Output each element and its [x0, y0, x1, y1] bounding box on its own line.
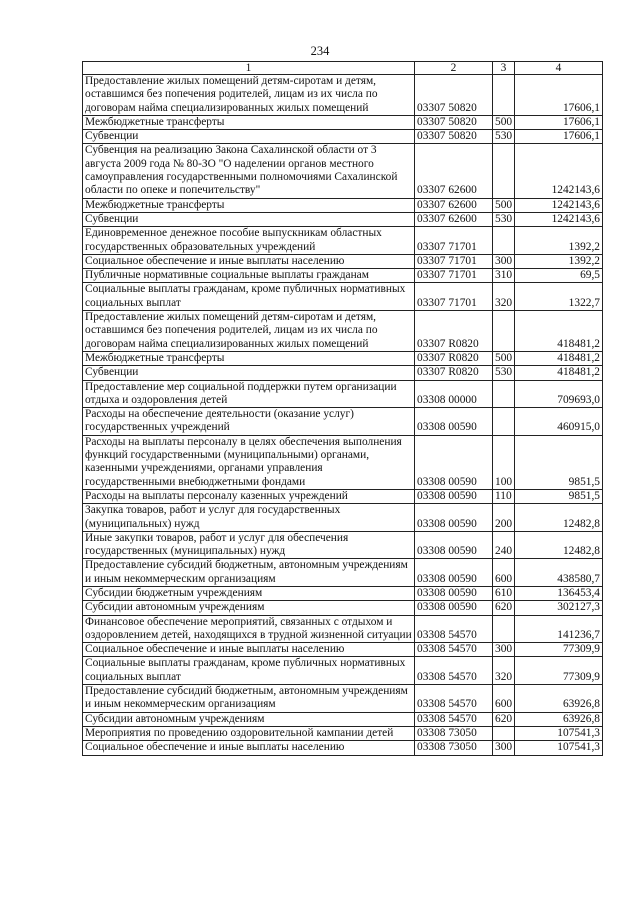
row-vr-cell: 500: [493, 115, 515, 129]
table-row: [83, 657, 603, 685]
row-code-cell: 03308 00590: [415, 504, 493, 532]
row-code-cell: 03308 54570: [415, 685, 493, 713]
row-name-cell: Финансовое обеспечение мероприятий, связанных с отдыхом и оздоровлением детей, находящихся в трудной жизненной ситуации: [83, 615, 415, 643]
row-code-cell: 03307 71701: [415, 269, 493, 283]
row-name-cell: Предоставление жилых помещений детям-сиротам и детям, оставшимся без попечения родителей, лицам из их числа по договорам найма специализированных жилых помещений: [83, 311, 415, 352]
table-row: [83, 366, 603, 380]
row-sum-cell: 9851,5: [515, 435, 603, 489]
row-sum-cell: 1242143,6: [515, 198, 603, 212]
row-code-cell: 03308 00590: [415, 586, 493, 600]
row-vr-cell: 500: [493, 198, 515, 212]
row-vr-cell: [493, 380, 515, 408]
table-row: [83, 380, 603, 408]
row-code-cell: 03308 54570: [415, 643, 493, 657]
table-row: [83, 435, 603, 489]
row-sum-cell: 69,5: [515, 269, 603, 283]
table-row: [83, 726, 603, 740]
row-vr-cell: 530: [493, 130, 515, 144]
row-name-cell: Предоставление субсидий бюджетным, автономным учреждениям и иным некоммерческим организациям: [83, 685, 415, 713]
row-name-cell: Расходы на обеспечение деятельности (оказание услуг) государственных учреждений: [83, 408, 415, 436]
row-vr-cell: [493, 726, 515, 740]
column-header-code: 2: [415, 62, 493, 75]
row-vr-cell: 100: [493, 435, 515, 489]
row-sum-cell: 438580,7: [515, 559, 603, 587]
row-name-cell: Расходы на выплаты персоналу в целях обеспечения выполнения функций государственными (муниципальными) органами, казенными учреждениями, органами управления государственными внебюджетными фондами: [83, 435, 415, 489]
row-code-cell: 03308 73050: [415, 726, 493, 740]
row-name-cell: Социальное обеспечение и иные выплаты населению: [83, 741, 415, 755]
row-sum-cell: 460915,0: [515, 408, 603, 436]
row-code-cell: 03308 00590: [415, 408, 493, 436]
row-name-cell: Социальное обеспечение и иные выплаты населению: [83, 254, 415, 268]
row-code-cell: 03308 54570: [415, 657, 493, 685]
table-row: [83, 559, 603, 587]
row-vr-cell: [493, 311, 515, 352]
row-name-cell: Межбюджетные трансферты: [83, 198, 415, 212]
row-name-cell: Межбюджетные трансферты: [83, 115, 415, 129]
table-row: [83, 198, 603, 212]
row-vr-cell: 320: [493, 283, 515, 311]
row-vr-cell: 300: [493, 741, 515, 755]
row-sum-cell: 107541,3: [515, 726, 603, 740]
row-sum-cell: 77309,9: [515, 643, 603, 657]
row-code-cell: 03307 62600: [415, 198, 493, 212]
row-sum-cell: 63926,8: [515, 712, 603, 726]
table-row: [83, 601, 603, 615]
row-vr-cell: 600: [493, 685, 515, 713]
table-row: [83, 685, 603, 713]
row-sum-cell: 1242143,6: [515, 212, 603, 226]
row-vr-cell: 620: [493, 712, 515, 726]
row-sum-cell: 418481,2: [515, 366, 603, 380]
row-code-cell: 03308 54570: [415, 712, 493, 726]
table-row: [83, 269, 603, 283]
row-name-cell: Субвенции: [83, 366, 415, 380]
table-row: [83, 283, 603, 311]
column-header-name: 1: [83, 62, 415, 75]
row-sum-cell: 107541,3: [515, 741, 603, 755]
table-row: [83, 643, 603, 657]
table-row: [83, 712, 603, 726]
row-name-cell: Единовременное денежное пособие выпускникам областных государственных образовательных учреждений: [83, 227, 415, 255]
row-sum-cell: 63926,8: [515, 685, 603, 713]
table-row: [83, 504, 603, 532]
row-sum-cell: 77309,9: [515, 657, 603, 685]
row-name-cell: Субвенция на реализацию Закона Сахалинской области от 3 августа 2009 года № 80-ЗО "О наделении органов местного самоуправления государственными полномочиями Сахалинской области по опеке и попечительству": [83, 144, 415, 198]
budget-table: [82, 61, 603, 756]
row-vr-cell: 240: [493, 531, 515, 559]
row-sum-cell: 418481,2: [515, 311, 603, 352]
row-name-cell: Предоставление субсидий бюджетным, автономным учреждениям и иным некоммерческим организациям: [83, 559, 415, 587]
row-name-cell: Субвенции: [83, 212, 415, 226]
row-code-cell: 03307 62600: [415, 144, 493, 198]
column-header-sum: 4: [515, 62, 603, 75]
row-sum-cell: 1392,2: [515, 254, 603, 268]
row-code-cell: 03308 00590: [415, 531, 493, 559]
row-name-cell: Предоставление жилых помещений детям-сиротам и детям, оставшимся без попечения родителей, лицам из их числа по договорам найма специализированных жилых помещений: [83, 75, 415, 116]
row-sum-cell: 1242143,6: [515, 144, 603, 198]
row-vr-cell: 500: [493, 351, 515, 365]
row-name-cell: Расходы на выплаты персоналу казенных учреждений: [83, 489, 415, 503]
table-row: [83, 489, 603, 503]
table-row: [83, 144, 603, 198]
row-name-cell: Социальные выплаты гражданам, кроме публичных нормативных социальных выплат: [83, 657, 415, 685]
row-name-cell: Публичные нормативные социальные выплаты гражданам: [83, 269, 415, 283]
row-code-cell: 03307 50820: [415, 130, 493, 144]
row-sum-cell: 1322,7: [515, 283, 603, 311]
row-code-cell: 03307 71701: [415, 227, 493, 255]
row-code-cell: 03308 00590: [415, 601, 493, 615]
table-row: [83, 351, 603, 365]
row-code-cell: 03308 00590: [415, 435, 493, 489]
table-row: [83, 115, 603, 129]
row-name-cell: Закупка товаров, работ и услуг для государственных (муниципальных) нужд: [83, 504, 415, 532]
row-vr-cell: 530: [493, 366, 515, 380]
row-vr-cell: 110: [493, 489, 515, 503]
row-name-cell: Иные закупки товаров, работ и услуг для обеспечения государственных (муниципальных) нужд: [83, 531, 415, 559]
row-vr-cell: 530: [493, 212, 515, 226]
row-vr-cell: [493, 408, 515, 436]
row-sum-cell: 709693,0: [515, 380, 603, 408]
row-name-cell: Предоставление мер социальной поддержки путем организации отдыха и оздоровления детей: [83, 380, 415, 408]
row-vr-cell: 610: [493, 586, 515, 600]
row-code-cell: 03308 00590: [415, 489, 493, 503]
table-row: [83, 254, 603, 268]
row-sum-cell: 1392,2: [515, 227, 603, 255]
row-code-cell: 03307 71701: [415, 254, 493, 268]
row-name-cell: Социальное обеспечение и иные выплаты населению: [83, 643, 415, 657]
row-code-cell: 03307 50820: [415, 115, 493, 129]
table-row: [83, 741, 603, 755]
row-name-cell: Межбюджетные трансферты: [83, 351, 415, 365]
row-sum-cell: 17606,1: [515, 75, 603, 116]
column-header-vr: 3: [493, 62, 515, 75]
row-vr-cell: 310: [493, 269, 515, 283]
table-row: [83, 212, 603, 226]
row-sum-cell: 141236,7: [515, 615, 603, 643]
row-code-cell: 03308 00000: [415, 380, 493, 408]
row-vr-cell: [493, 227, 515, 255]
table-row: [83, 531, 603, 559]
row-vr-cell: 620: [493, 601, 515, 615]
table-row: [83, 75, 603, 116]
row-sum-cell: 17606,1: [515, 130, 603, 144]
row-name-cell: Субвенции: [83, 130, 415, 144]
table-row: [83, 615, 603, 643]
table-row: [83, 311, 603, 352]
row-name-cell: Социальные выплаты гражданам, кроме публичных нормативных социальных выплат: [83, 283, 415, 311]
row-code-cell: 03307 R0820: [415, 311, 493, 352]
row-name-cell: Мероприятия по проведению оздоровительной кампании детей: [83, 726, 415, 740]
row-name-cell: Субсидии бюджетным учреждениям: [83, 586, 415, 600]
row-sum-cell: 9851,5: [515, 489, 603, 503]
row-code-cell: 03308 73050: [415, 741, 493, 755]
row-code-cell: 03307 R0820: [415, 351, 493, 365]
row-code-cell: 03307 R0820: [415, 366, 493, 380]
row-vr-cell: [493, 75, 515, 116]
row-vr-cell: 200: [493, 504, 515, 532]
row-vr-cell: 300: [493, 643, 515, 657]
row-code-cell: 03308 54570: [415, 615, 493, 643]
row-sum-cell: 17606,1: [515, 115, 603, 129]
row-sum-cell: 418481,2: [515, 351, 603, 365]
row-vr-cell: 300: [493, 254, 515, 268]
page-number: 234: [310, 44, 330, 58]
row-sum-cell: 12482,8: [515, 531, 603, 559]
table-row: [83, 586, 603, 600]
table-row: [83, 130, 603, 144]
table-row: [83, 227, 603, 255]
row-name-cell: Субсидии автономным учреждениям: [83, 712, 415, 726]
row-sum-cell: 302127,3: [515, 601, 603, 615]
row-vr-cell: [493, 615, 515, 643]
row-code-cell: 03308 00590: [415, 559, 493, 587]
row-sum-cell: 136453,4: [515, 586, 603, 600]
table-header-row: [83, 62, 603, 75]
row-vr-cell: [493, 144, 515, 198]
row-code-cell: 03307 71701: [415, 283, 493, 311]
row-code-cell: 03307 50820: [415, 75, 493, 116]
row-name-cell: Субсидии автономным учреждениям: [83, 601, 415, 615]
row-vr-cell: 600: [493, 559, 515, 587]
row-code-cell: 03307 62600: [415, 212, 493, 226]
table-row: [83, 408, 603, 436]
row-vr-cell: 320: [493, 657, 515, 685]
row-sum-cell: 12482,8: [515, 504, 603, 532]
